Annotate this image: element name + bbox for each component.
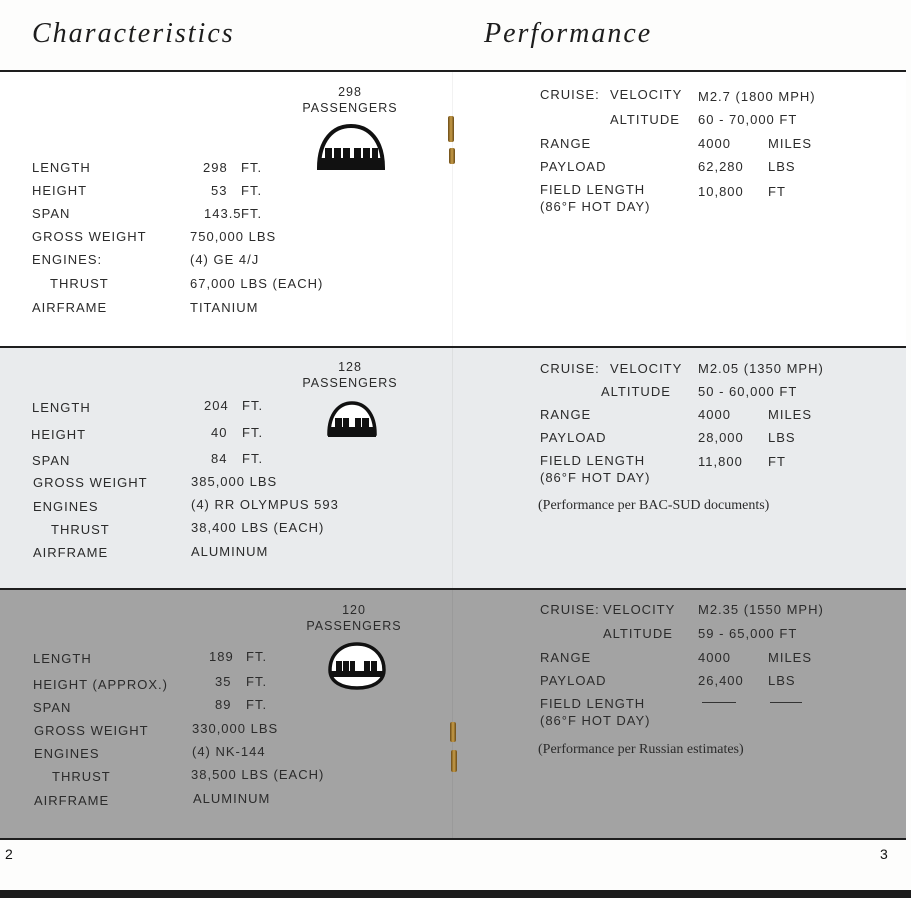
characteristics-heading: Characteristics <box>32 18 235 49</box>
spec-unit: FT. <box>242 398 264 413</box>
spec-value: 330,000 LBS <box>192 721 279 736</box>
cruise-label: CRUISE: <box>540 87 600 102</box>
spec-value: ALUMINUM <box>193 791 271 806</box>
payload-label: PAYLOAD <box>540 673 607 688</box>
aircraft-section-1 <box>0 70 906 348</box>
page-number-right: 3 <box>880 846 888 862</box>
payload-value: 62,280 <box>698 159 744 174</box>
aircraft-section-3 <box>0 588 906 840</box>
spec-value: 385,000 LBS <box>191 474 278 489</box>
staple-icon <box>449 148 455 164</box>
altitude-value: 59 - 65,000 FT <box>698 626 798 641</box>
spec-value: 38,500 LBS (EACH) <box>191 767 325 782</box>
passenger-count: 128 PASSENGERS <box>302 360 398 390</box>
staple-icon <box>450 722 456 742</box>
field-length-label: FIELD LENGTH <box>540 182 646 197</box>
velocity-value: M2.7 (1800 MPH) <box>698 89 816 104</box>
altitude-value: 50 - 60,000 FT <box>698 384 798 399</box>
spec-label: LENGTH <box>32 160 91 175</box>
payload-value: 26,400 <box>698 673 744 688</box>
spec-label: GROSS WEIGHT <box>33 475 148 490</box>
spec-label: AIRFRAME <box>32 300 108 315</box>
bottom-edge <box>0 890 911 898</box>
altitude-label: ALTITUDE <box>601 384 671 399</box>
range-label: RANGE <box>540 407 592 422</box>
spec-value: (4) NK-144 <box>192 744 266 759</box>
spec-value: 204 <box>204 398 229 413</box>
page-fold <box>452 348 453 590</box>
field-length-value: 10,800 <box>698 184 744 199</box>
payload-label: PAYLOAD <box>540 430 607 445</box>
range-label: RANGE <box>540 650 592 665</box>
spec-label: THRUST <box>52 769 111 784</box>
range-value: 4000 <box>698 650 731 665</box>
altitude-value: 60 - 70,000 FT <box>698 112 798 127</box>
spec-value: ALUMINUM <box>191 544 269 559</box>
fuselage-cross-section-icon <box>315 122 387 176</box>
range-unit: MILES <box>768 650 813 665</box>
spec-label: SPAN <box>33 700 72 715</box>
passenger-count: 298 PASSENGERS <box>302 85 398 115</box>
payload-unit: LBS <box>768 430 796 445</box>
spec-value: (4) GE 4/J <box>190 252 260 267</box>
spec-label: LENGTH <box>32 400 91 415</box>
staple-icon <box>451 750 457 772</box>
cruise-label: CRUISE: <box>540 361 600 376</box>
altitude-label: ALTITUDE <box>610 112 680 127</box>
range-label: RANGE <box>540 136 592 151</box>
spec-value: 750,000 LBS <box>190 229 277 244</box>
spec-value: 84 <box>211 451 228 466</box>
spec-value: 143.5 <box>204 206 242 221</box>
spec-label: ENGINES <box>33 499 99 514</box>
spec-value: 40 <box>211 425 228 440</box>
spec-value: TITANIUM <box>190 300 259 315</box>
spec-unit: FT. <box>241 206 263 221</box>
field-length-condition: (86°F HOT DAY) <box>540 199 651 214</box>
field-length-unit-blank <box>770 702 802 703</box>
spec-value: 189 <box>209 649 234 664</box>
payload-unit: LBS <box>768 673 796 688</box>
spec-label: HEIGHT <box>32 183 88 198</box>
spec-unit: FT. <box>246 649 268 664</box>
range-unit: MILES <box>768 136 813 151</box>
spec-label: THRUST <box>50 276 109 291</box>
payload-unit: LBS <box>768 159 796 174</box>
range-value: 4000 <box>698 136 731 151</box>
passenger-count: 120 PASSENGERS <box>306 603 402 633</box>
spec-label: LENGTH <box>33 651 92 666</box>
spec-unit: FT. <box>246 697 268 712</box>
spec-label: HEIGHT <box>31 427 87 442</box>
field-length-value-blank <box>702 702 736 703</box>
spec-label: AIRFRAME <box>33 545 109 560</box>
spec-label: GROSS WEIGHT <box>32 229 147 244</box>
performance-note: (Performance per Russian estimates) <box>538 742 744 757</box>
range-value: 4000 <box>698 407 731 422</box>
performance-heading: Performance <box>484 18 653 49</box>
aircraft-section-2 <box>0 346 906 590</box>
range-unit: MILES <box>768 407 813 422</box>
spec-label: SPAN <box>32 453 71 468</box>
spec-unit: FT. <box>242 425 264 440</box>
velocity-label: VELOCITY <box>610 87 683 102</box>
spec-label: ENGINES <box>34 746 100 761</box>
spec-unit: FT. <box>241 160 263 175</box>
spec-value: 53 <box>211 183 228 198</box>
spec-label: AIRFRAME <box>34 793 110 808</box>
velocity-label: VELOCITY <box>603 602 676 617</box>
spec-label: HEIGHT (APPROX.) <box>33 677 168 692</box>
velocity-value: M2.35 (1550 MPH) <box>698 602 824 617</box>
spec-unit: FT. <box>242 451 264 466</box>
page-number-left: 2 <box>5 846 13 862</box>
field-length-unit: FT <box>768 454 786 469</box>
altitude-label: ALTITUDE <box>603 626 673 641</box>
spec-value: 35 <box>215 674 232 689</box>
field-length-value: 11,800 <box>698 454 743 469</box>
field-length-condition: (86°F HOT DAY) <box>540 470 651 485</box>
spec-unit: FT. <box>241 183 263 198</box>
spec-value: 38,400 LBS (EACH) <box>191 520 325 535</box>
spec-label: THRUST <box>51 522 110 537</box>
spec-value: (4) RR OLYMPUS 593 <box>191 497 339 512</box>
fuselage-cross-section-icon <box>326 640 388 692</box>
velocity-label: VELOCITY <box>610 361 683 376</box>
payload-value: 28,000 <box>698 430 744 445</box>
fuselage-cross-section-icon <box>326 400 378 440</box>
payload-label: PAYLOAD <box>540 159 607 174</box>
staple-icon <box>448 116 454 142</box>
cruise-label: CRUISE: <box>540 602 600 617</box>
field-length-label: FIELD LENGTH <box>540 453 646 468</box>
spec-label: SPAN <box>32 206 71 221</box>
performance-note: (Performance per BAC-SUD documents) <box>538 498 770 513</box>
field-length-condition: (86°F HOT DAY) <box>540 713 651 728</box>
page-fold <box>452 590 453 838</box>
page-fold <box>452 72 453 348</box>
spec-label: ENGINES: <box>32 252 103 267</box>
spec-value: 89 <box>215 697 232 712</box>
spec-value: 298 <box>203 160 228 175</box>
field-length-label: FIELD LENGTH <box>540 696 646 711</box>
spec-unit: FT. <box>246 674 268 689</box>
field-length-unit: FT <box>768 184 786 199</box>
spec-value: 67,000 LBS (EACH) <box>190 276 324 291</box>
spec-label: GROSS WEIGHT <box>34 723 149 738</box>
velocity-value: M2.05 (1350 MPH) <box>698 361 824 376</box>
